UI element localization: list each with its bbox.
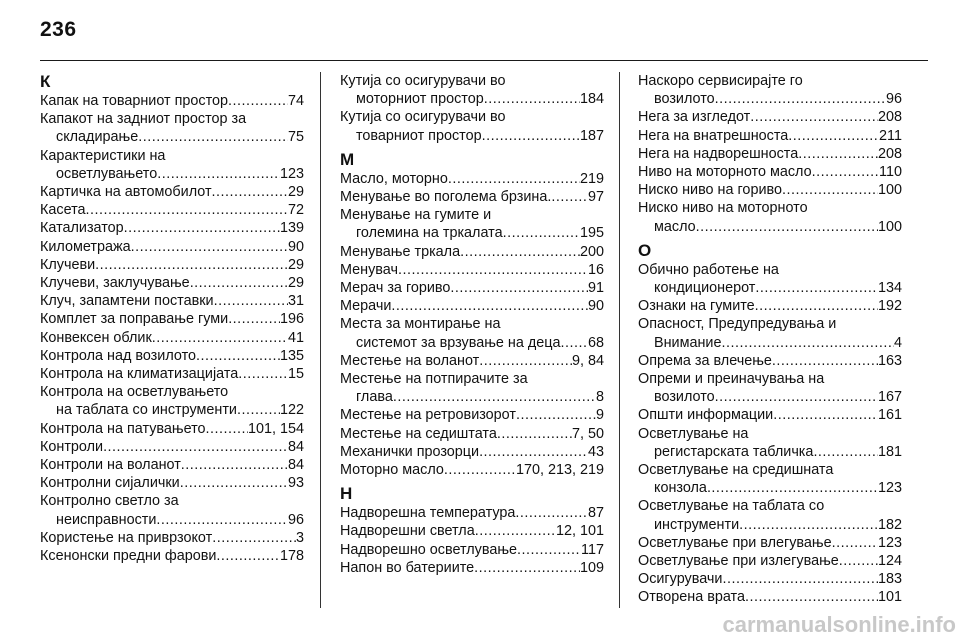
index-entry [638, 297, 902, 315]
index-entry [638, 145, 902, 163]
index-entry [340, 243, 604, 261]
index-entry-term: Механички прозорци [340, 443, 480, 460]
index-entry-term: големина на тркалата [356, 225, 503, 242]
index-entry-term: регистарската табличка [654, 443, 814, 460]
column-divider-2 [619, 72, 620, 608]
index-entry [40, 92, 304, 110]
index-entry [40, 365, 304, 383]
index-entry-pages: 16 [587, 261, 604, 278]
index-entry-term: Комплет за поправање гуми [40, 311, 229, 328]
index-entry-term: Внимание [654, 334, 722, 351]
index-entry [340, 504, 604, 522]
dot-leader [103, 438, 288, 456]
dot-leader [216, 547, 280, 565]
index-entry-term: Касета [40, 202, 86, 219]
index-entry [638, 497, 902, 533]
index-entry-term: Осветлување при влегување [638, 534, 832, 551]
index-entry [40, 147, 304, 183]
page-number: 236 [40, 18, 77, 41]
index-entry-term: Контрола на патувањето [40, 420, 206, 437]
index-entry-term: Ниско ниво на гориво [638, 182, 782, 199]
index-entry-pages: 181 [877, 443, 902, 460]
index-entry-term: Користење на приврзокот [40, 529, 213, 546]
dot-leader [475, 522, 556, 540]
index-entry-pages: 124 [877, 553, 902, 570]
index-entry-term: Конвексен облик [40, 329, 152, 346]
index-entry [340, 108, 604, 144]
index-entry-pages: 178 [279, 548, 304, 565]
index-entry-term: Мерачи [340, 298, 392, 315]
dot-leader [196, 347, 280, 365]
index-entry-pages: 163 [877, 352, 902, 369]
index-entry-term: Напон во батериите [340, 559, 475, 576]
index-entry-term: Карактеристики на [40, 147, 166, 164]
index-entry [340, 559, 604, 577]
index-entry-term: Менувач [340, 261, 398, 278]
index-entry-pages: 9 [595, 407, 604, 424]
dot-leader [214, 292, 288, 310]
dot-leader [479, 443, 588, 461]
index-entry [638, 534, 902, 552]
index-entry [340, 370, 604, 406]
dot-leader [157, 165, 280, 183]
index-entry-pages: 96 [287, 511, 304, 528]
dot-leader [180, 474, 288, 492]
index-entry-term: Масло, моторно [340, 170, 448, 187]
index-entry [40, 347, 304, 365]
dot-leader [551, 188, 588, 206]
index-entry [40, 474, 304, 492]
dot-leader [503, 224, 580, 242]
index-entry-pages: 196 [279, 311, 304, 328]
dot-leader [484, 90, 580, 108]
index-entry-pages: 134 [877, 280, 902, 297]
dot-leader [398, 261, 588, 279]
index-entry-pages: 84 [287, 438, 304, 455]
index-entry-pages: 161 [877, 407, 902, 424]
index-entry-pages: 123 [877, 480, 902, 497]
index-entry-term: Ксенонски предни фарови [40, 548, 217, 565]
index-entry-term: Капак на товарниот простор [40, 93, 229, 109]
dot-leader [696, 218, 878, 236]
index-entry-term: Местење на воланот [340, 352, 480, 369]
index-entry-pages: 184 [579, 91, 604, 108]
index-entry-term: Ознаки на гумите [638, 298, 755, 315]
index-entry [340, 352, 604, 370]
dot-leader [798, 145, 878, 163]
dot-leader [237, 401, 280, 419]
index-entry [638, 588, 902, 606]
dot-leader [479, 352, 572, 370]
dot-leader [156, 511, 288, 529]
index-entry [40, 274, 304, 292]
index-entry [40, 456, 304, 474]
index-entry-term: масло [654, 218, 696, 235]
index-entry-pages: 29 [287, 275, 304, 292]
index-entry [638, 315, 902, 351]
index-entry-pages: 192 [877, 298, 902, 315]
index-entry-pages: 170, 213, 219 [515, 462, 604, 479]
index-entry [40, 383, 304, 419]
index-entry-term: Осигурувачи [638, 571, 723, 588]
index-entry-pages: 122 [279, 402, 304, 419]
index-entry-pages: 43 [587, 443, 604, 460]
index-letter-heading: О [638, 240, 652, 260]
index-entry [638, 163, 902, 181]
index-entry [340, 170, 604, 188]
index-entry-term: Кутија со осигурувачи во [340, 73, 506, 89]
dot-leader [497, 425, 572, 443]
index-entry [40, 329, 304, 347]
index-entry-term: Местење на седиштата [340, 425, 497, 442]
index-entry [638, 406, 902, 424]
index-column-1 [40, 72, 304, 565]
index-entry-term: Контрола над возилото [40, 347, 196, 364]
dot-leader [393, 388, 596, 406]
index-entry-term: Контролни сијалички [40, 475, 180, 492]
index-entry-term: Осветлување на таблата со [638, 498, 825, 515]
index-entry [340, 425, 604, 443]
index-entry-term: Опрема за влечење [638, 352, 772, 369]
index-entry [638, 461, 902, 497]
dot-leader [832, 534, 878, 552]
index-entry-term: Места за монтирање на [340, 316, 501, 333]
index-entry [40, 310, 304, 328]
dot-leader [755, 279, 878, 297]
index-entry-term: Ниво на моторното масло [638, 164, 812, 181]
index-entry [638, 199, 902, 235]
watermark-logo: carmanualsonline.info [722, 612, 956, 637]
index-entry-pages: 90 [587, 298, 604, 315]
index-entry [638, 370, 902, 406]
dot-leader [745, 588, 878, 606]
index-entry-pages: 123 [877, 534, 902, 551]
index-entry-pages: 75 [287, 129, 304, 146]
dot-leader [95, 256, 288, 274]
index-entry-term: осветлувањето [56, 165, 158, 182]
dot-leader [212, 529, 296, 547]
index-entry-pages: 9, 84 [571, 352, 604, 369]
dot-leader [561, 334, 588, 352]
index-entry-pages: 109 [579, 559, 604, 576]
index-entry [638, 552, 902, 570]
index-entry [340, 522, 604, 540]
index-entry [638, 181, 902, 199]
index-entry [638, 570, 902, 588]
index-entry [40, 492, 304, 528]
index-entry [340, 443, 604, 461]
index-column-3 [638, 72, 902, 607]
dot-leader [782, 181, 878, 199]
dot-leader [839, 552, 878, 570]
index-entry-pages: 208 [877, 109, 902, 126]
index-entry-pages: 195 [579, 225, 604, 242]
index-entry [638, 425, 902, 461]
index-entry-term: Нега на внатрешноста [638, 127, 789, 144]
dot-leader [460, 243, 580, 261]
index-column-2 [340, 72, 604, 577]
dot-leader [181, 456, 288, 474]
index-entry-pages: 90 [287, 238, 304, 255]
index-entry-pages: 117 [581, 541, 604, 558]
index-entry [638, 352, 902, 370]
index-entry-term: Клучеви [40, 256, 96, 273]
index-entry-pages: 31 [287, 293, 304, 310]
dot-leader [482, 127, 580, 145]
index-entry-term: Опасност, Предупредувања и [638, 316, 837, 333]
index-entry-term: Кутија со осигурувачи во [340, 109, 506, 126]
dot-leader [788, 127, 879, 145]
index-entry-term: системот за врзување на деца [356, 334, 561, 351]
index-entry [340, 461, 604, 479]
index-entry-pages: 200 [579, 243, 604, 260]
index-entry-term: кондиционерот [654, 280, 756, 297]
index-entry-term: Контрола на осветлувањето [40, 384, 229, 401]
index-entry [638, 108, 902, 126]
index-entry-term: Катализатор [40, 220, 124, 237]
dot-leader [707, 479, 878, 497]
index-entry-term: Општи информации [638, 407, 774, 424]
index-entry-pages: 84 [287, 457, 304, 474]
index-entry-term: Нега на надворешноста [638, 145, 799, 162]
index-entry-pages: 187 [579, 127, 604, 144]
index-entry-pages: 87 [587, 505, 604, 522]
index-entry [40, 547, 304, 565]
index-entry-term: возилото [654, 389, 715, 406]
index-entry-pages: 101 [877, 589, 902, 606]
index-entry [40, 238, 304, 256]
index-entry-term: Опреми и преиначувања на [638, 371, 825, 388]
index-letter-heading: М [340, 149, 355, 169]
index-entry-pages: 208 [877, 145, 902, 162]
index-entry [40, 420, 304, 438]
index-entry-pages: 123 [279, 165, 304, 182]
index-entry [340, 206, 604, 242]
index-entry [40, 201, 304, 219]
index-entry-term: Отворена врата [638, 589, 745, 606]
index-entry [340, 297, 604, 315]
dot-leader [813, 443, 878, 461]
dot-leader [228, 92, 288, 110]
index-entry [40, 529, 304, 547]
dot-leader [450, 279, 588, 297]
index-entry-term: Моторно масло [340, 462, 444, 479]
dot-leader [124, 219, 280, 237]
index-entry [340, 541, 604, 559]
index-entry-pages: 29 [287, 256, 304, 273]
dot-leader [772, 352, 878, 370]
index-entry [340, 261, 604, 279]
index-entry [40, 292, 304, 310]
index-entry-pages: 3 [295, 529, 304, 546]
index-entry-pages: 96 [885, 91, 902, 108]
index-entry-term: Наскоро сервисирајте го [638, 73, 803, 89]
index-entry-term: конзола [654, 480, 707, 497]
dot-leader [755, 297, 878, 315]
index-entry-term: Осветлување на [638, 425, 749, 442]
index-entry-term: возилото [654, 91, 715, 108]
header-rule [40, 60, 928, 61]
dot-leader [474, 559, 580, 577]
index-letter-heading: К [40, 72, 51, 91]
dot-leader [739, 516, 878, 534]
index-letter-heading: Н [340, 484, 353, 504]
dot-leader [750, 108, 878, 126]
index-entry-pages: 211 [879, 127, 902, 144]
index-entry-pages: 139 [279, 220, 304, 237]
index-entry-term: Надворешни светла [340, 523, 475, 540]
index-entry-term: Менување тркала [340, 243, 461, 260]
index-entry [40, 438, 304, 456]
index-entry [40, 256, 304, 274]
dot-leader [152, 329, 288, 347]
dot-leader [444, 461, 516, 479]
index-entry-term: товарниот простор [356, 127, 482, 144]
index-entry-term: Контроли на воланот [40, 457, 181, 474]
index-entry-term: Контроли [40, 438, 104, 455]
index-entry-pages: 97 [587, 189, 604, 206]
dot-leader [228, 310, 280, 328]
dot-leader [391, 297, 588, 315]
index-entry-pages: 15 [287, 366, 304, 383]
index-entry-pages: 68 [587, 334, 604, 351]
index-entry-term: Менување во поголема брзина. [340, 189, 552, 206]
index-entry-pages: 167 [877, 389, 902, 406]
index-entry-term: Ниско ниво на моторното [638, 200, 808, 217]
dot-leader [517, 541, 581, 559]
dot-leader [138, 128, 288, 146]
index-entry-term: Клучеви, заклучување [40, 275, 190, 292]
index-entry-term: Осветлување при излегување [638, 553, 839, 570]
index-entry-pages: 8 [595, 389, 604, 406]
index-entry-term: Нега за изгледот [638, 109, 751, 126]
index-entry [340, 188, 604, 206]
index-entry-pages: 100 [877, 218, 902, 235]
index-entry-term: Местење на потпирачите за [340, 371, 528, 388]
index-entry-pages: 91 [587, 280, 604, 297]
dot-leader [238, 365, 288, 383]
index-entry-term: Контролно светло за [40, 493, 179, 510]
index-entry-term: Клуч, запамтени поставки [40, 293, 214, 310]
index-entry [40, 183, 304, 201]
index-entry-pages: 219 [579, 170, 604, 187]
index-entry-term: Мерач за гориво [340, 280, 451, 297]
dot-leader [206, 420, 248, 438]
index-entry-term: Километража [40, 238, 131, 255]
index-entry-term: Менување на гумите и [340, 207, 492, 224]
index-entry-term: Осветлување на средишната [638, 462, 834, 479]
index-entry-term: Обично работење на [638, 261, 779, 278]
dot-leader [721, 334, 894, 352]
index-entry-pages: 101, 154 [247, 420, 304, 437]
index-entry-pages: 4 [893, 334, 902, 351]
index-entry-term: Картичка на автомобилот [40, 184, 212, 201]
index-entry-pages: 72 [287, 202, 304, 219]
index-entry-term: на таблата со инструменти [56, 402, 237, 419]
dot-leader [715, 90, 886, 108]
dot-leader [448, 170, 580, 188]
dot-leader [773, 406, 878, 424]
index-entry [340, 315, 604, 351]
dot-leader [212, 183, 288, 201]
index-entry-term: Местење на ретровизорот [340, 407, 516, 424]
index-entry [638, 127, 902, 145]
index-entry [638, 72, 902, 108]
index-entry-pages: 182 [877, 516, 902, 533]
dot-leader [722, 570, 878, 588]
index-entry-pages: 29 [287, 184, 304, 201]
index-entry-pages: 93 [287, 475, 304, 492]
index-entry-term: Капакот на задниот простор за [40, 111, 247, 128]
index-entry-term: глава [356, 389, 393, 406]
dot-leader [516, 406, 596, 424]
index-entry-term: неисправности [56, 511, 157, 528]
index-entry [340, 72, 604, 108]
index-entry-pages: 41 [287, 329, 304, 346]
index-entry-pages: 135 [279, 347, 304, 364]
index-entry-term: инструменти [654, 516, 740, 533]
dot-leader [86, 201, 288, 219]
index-entry [638, 261, 902, 297]
column-divider-1 [320, 72, 321, 608]
dot-leader [715, 388, 878, 406]
index-entry-term: Надворешно осветлување [340, 541, 518, 558]
dot-leader [131, 238, 288, 256]
index-entry [40, 219, 304, 237]
index-entry-pages: 183 [877, 571, 902, 588]
index-entry-term: моторниот простор [356, 91, 484, 108]
index-entry-term: Надворешна температура [340, 505, 516, 522]
index-entry [340, 406, 604, 424]
index-entry [40, 110, 304, 146]
index-entry [340, 279, 604, 297]
index-entry-pages: 110 [879, 164, 902, 181]
index-entry-term: Контрола на климатизацијата [40, 366, 239, 383]
dot-leader [190, 274, 288, 292]
dot-leader [812, 163, 879, 181]
index-entry-pages: 100 [877, 182, 902, 199]
index-entry-pages: 12, 101 [555, 523, 604, 540]
index-entry-pages: 7, 50 [571, 425, 604, 442]
index-entry-pages: 74 [287, 93, 304, 109]
dot-leader [515, 504, 588, 522]
index-entry-term: складирање [56, 129, 139, 146]
